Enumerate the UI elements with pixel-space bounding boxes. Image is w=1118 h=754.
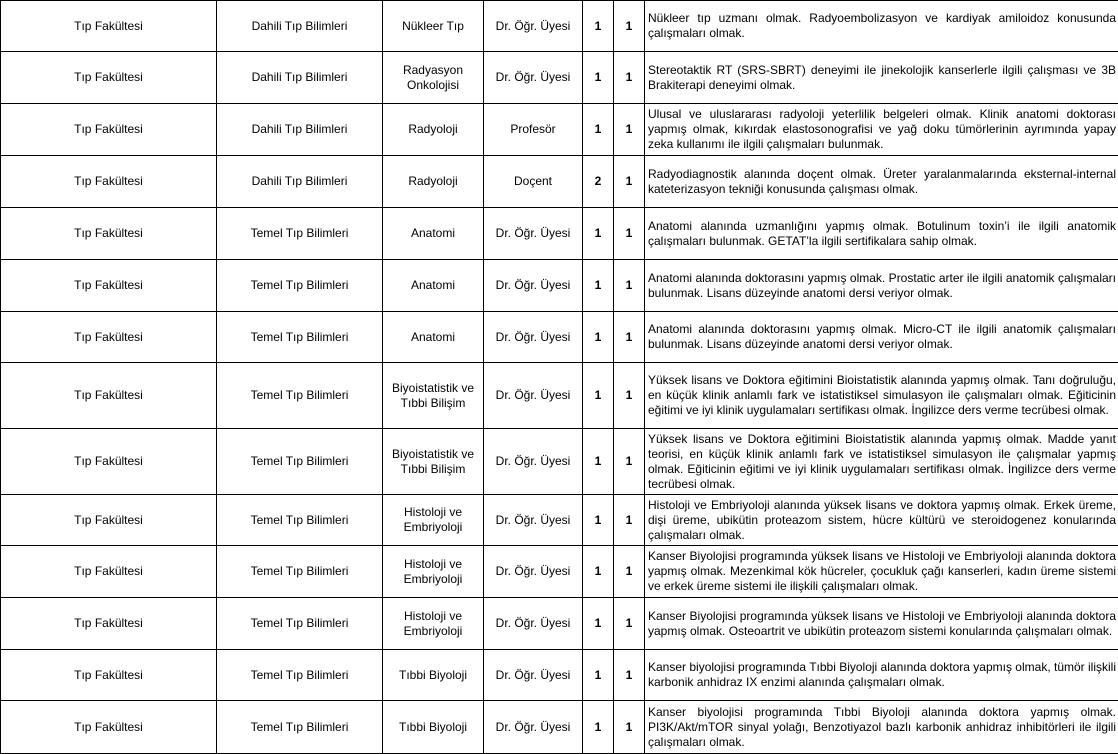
- department-cell: Dahili Tıp Bilimleri: [217, 104, 383, 156]
- faculty-cell: Tıp Fakültesi: [1, 208, 217, 260]
- quota-cell: 1: [614, 546, 645, 598]
- quota-cell: 1: [614, 429, 645, 495]
- title-cell: Dr. Öğr. Üyesi: [484, 701, 583, 754]
- title-cell: Dr. Öğr. Üyesi: [484, 312, 583, 363]
- title-cell: Dr. Öğr. Üyesi: [484, 429, 583, 495]
- title-cell: Dr. Öğr. Üyesi: [484, 52, 583, 104]
- quota-cell: 1: [614, 208, 645, 260]
- count-cell: 1: [583, 208, 614, 260]
- department-cell: Temel Tıp Bilimleri: [217, 312, 383, 363]
- faculty-cell: Tıp Fakültesi: [1, 546, 217, 598]
- requirements-cell: Kanser biyolojisi programında Tıbbi Biyoloji alanında doktora yapmış olmak. PI3K/Akt/mTOR sinyal yolağı, Benzotiyazol bazlı karbonik anhidraz inhibitörleri ile ilgili çalışmaları olmak.: [645, 701, 1118, 754]
- faculty-cell: Tıp Fakültesi: [1, 429, 217, 495]
- department-cell: Temel Tıp Bilimleri: [217, 260, 383, 312]
- count-cell: 1: [583, 429, 614, 495]
- department-cell: Temel Tıp Bilimleri: [217, 598, 383, 650]
- field-cell: Tıbbi Biyoloji: [383, 701, 484, 754]
- title-cell: Dr. Öğr. Üyesi: [484, 650, 583, 701]
- field-cell: Histoloji ve Embriyoloji: [383, 546, 484, 598]
- faculty-cell: Tıp Fakültesi: [1, 495, 217, 546]
- table-row: [1, 312, 1118, 363]
- table-row: [1, 363, 1118, 429]
- quota-cell: 1: [614, 363, 645, 429]
- quota-cell: 1: [614, 1, 645, 52]
- quota-cell: 1: [614, 701, 645, 754]
- requirements-cell: Ulusal ve uluslararası radyoloji yeterlilik belgeleri olmak. Klinik anatomi doktorası yapmış olmak, kıkırdak elastosonografisi ve yağ doku tümörlerinin ayrımında yapay zeka kullanımı ile ilgili çalışmaları bulunmak.: [645, 104, 1118, 156]
- requirements-cell: Histoloji ve Embriyoloji alanında yüksek lisans ve doktora yapmış olmak. Erkek üreme, dişi üreme, ubikütin proteazom sistem, hücre kültürü ve steroidogenez konularında çalışmaları olmak.: [645, 495, 1118, 546]
- requirements-cell: Anatomi alanında doktorasını yapmış olmak. Micro-CT ile ilgili anatomik çalışmaları bulunmak. Lisans düzeyinde anatomi dersi veriyor olmak.: [645, 312, 1118, 363]
- requirements-cell: Kanser Biyolojisi programında yüksek lisans ve Histoloji ve Embriyoloji alanında doktora yapmış olmak. Mezenkimal kök hücreler, çocukluk çağı kanserleri, kadın üreme sistemi ve erkek üreme sistemi ile ilişkili çalışmaları olmak.: [645, 546, 1118, 598]
- table-row: [1, 598, 1118, 650]
- count-cell: 1: [583, 260, 614, 312]
- count-cell: 1: [583, 495, 614, 546]
- field-cell: Anatomi: [383, 312, 484, 363]
- table-row: [1, 156, 1118, 208]
- positions-table-body: [1, 1, 1118, 754]
- faculty-cell: Tıp Fakültesi: [1, 156, 217, 208]
- title-cell: Dr. Öğr. Üyesi: [484, 598, 583, 650]
- quota-cell: 1: [614, 260, 645, 312]
- requirements-cell: Yüksek lisans ve Doktora eğitimini Bioistatistik alanında yapmış olmak. Tanı doğruluğu, en küçük klinik anlamlı fark ve istatistiksel simulasyon ile çalışmaları olmak. Eğiticinin eğitimi ve iyi klinik uygulamaları sertifikası olmak. İngilizce ders verme tecrübesi olmak.: [645, 363, 1118, 429]
- count-cell: 1: [583, 650, 614, 701]
- faculty-cell: Tıp Fakültesi: [1, 598, 217, 650]
- requirements-cell: Anatomi alanında doktorasını yapmış olmak. Prostatic arter ile ilgili anatomik çalışmaları bulunmak. Lisans düzeyinde anatomi dersi veriyor olmak.: [645, 260, 1118, 312]
- faculty-cell: Tıp Fakültesi: [1, 260, 217, 312]
- department-cell: Temel Tıp Bilimleri: [217, 650, 383, 701]
- faculty-cell: Tıp Fakültesi: [1, 650, 217, 701]
- table-row: [1, 429, 1118, 495]
- field-cell: Anatomi: [383, 260, 484, 312]
- title-cell: Dr. Öğr. Üyesi: [484, 1, 583, 52]
- table-row: [1, 701, 1118, 754]
- title-cell: Profesör: [484, 104, 583, 156]
- faculty-cell: Tıp Fakültesi: [1, 363, 217, 429]
- field-cell: Radyoloji: [383, 156, 484, 208]
- department-cell: Dahili Tıp Bilimleri: [217, 1, 383, 52]
- count-cell: 1: [583, 52, 614, 104]
- title-cell: Dr. Öğr. Üyesi: [484, 495, 583, 546]
- faculty-cell: Tıp Fakültesi: [1, 104, 217, 156]
- quota-cell: 1: [614, 598, 645, 650]
- department-cell: Temel Tıp Bilimleri: [217, 495, 383, 546]
- field-cell: Nükleer Tıp: [383, 1, 484, 52]
- faculty-cell: Tıp Fakültesi: [1, 1, 217, 52]
- department-cell: Dahili Tıp Bilimleri: [217, 156, 383, 208]
- requirements-cell: Stereotaktik RT (SRS-SBRT) deneyimi ile jinekolojik kanserlerle ilgili çalışması ve 3B Brakiterapi deneyimi olmak.: [645, 52, 1118, 104]
- table-row: [1, 495, 1118, 546]
- field-cell: Histoloji ve Embriyoloji: [383, 495, 484, 546]
- field-cell: Tıbbi Biyoloji: [383, 650, 484, 701]
- requirements-cell: Yüksek lisans ve Doktora eğitimini Bioistatistik alanında yapmış olmak. Madde yanıt teorisi, en küçük klinik anlamlı fark ve istatistiksel simulasyon ile çalışmalar yapmış olmak. Eğiticinin eğitimi ve iyi klinik uygulamaları sertifikası olmak. İngilizce ders verme tecrübesi olmak.: [645, 429, 1118, 495]
- quota-cell: 1: [614, 104, 645, 156]
- department-cell: Temel Tıp Bilimleri: [217, 429, 383, 495]
- table-row: [1, 208, 1118, 260]
- table-row: [1, 52, 1118, 104]
- requirements-cell: Radyodiagnostik alanında doçent olmak. Üreter yaralanmalarında eksternal-internal kateterizasyon tekniği konusunda çalışması olmak.: [645, 156, 1118, 208]
- table-row: [1, 650, 1118, 701]
- field-cell: Biyoistatistik ve Tıbbi Bilişim: [383, 429, 484, 495]
- field-cell: Radyoloji: [383, 104, 484, 156]
- count-cell: 1: [583, 363, 614, 429]
- department-cell: Temel Tıp Bilimleri: [217, 701, 383, 754]
- quota-cell: 1: [614, 495, 645, 546]
- quota-cell: 1: [614, 52, 645, 104]
- requirements-cell: Kanser Biyolojisi programında yüksek lisans ve Histoloji ve Embriyoloji alanında doktora yapmış olmak. Osteoartrit ve ubikütin proteazom sistemi konularında çalışmaları olmak.: [645, 598, 1118, 650]
- title-cell: Dr. Öğr. Üyesi: [484, 208, 583, 260]
- field-cell: Biyoistatistik ve Tıbbi Bilişim: [383, 363, 484, 429]
- field-cell: Radyasyon Onkolojisi: [383, 52, 484, 104]
- quota-cell: 1: [614, 156, 645, 208]
- count-cell: 1: [583, 1, 614, 52]
- department-cell: Temel Tıp Bilimleri: [217, 208, 383, 260]
- table-row: [1, 1, 1118, 52]
- count-cell: 1: [583, 701, 614, 754]
- faculty-cell: Tıp Fakültesi: [1, 312, 217, 363]
- count-cell: 1: [583, 598, 614, 650]
- field-cell: Anatomi: [383, 208, 484, 260]
- table-row: [1, 260, 1118, 312]
- count-cell: 1: [583, 104, 614, 156]
- department-cell: Temel Tıp Bilimleri: [217, 363, 383, 429]
- count-cell: 1: [583, 312, 614, 363]
- count-cell: 1: [583, 546, 614, 598]
- faculty-cell: Tıp Fakültesi: [1, 52, 217, 104]
- count-cell: 2: [583, 156, 614, 208]
- title-cell: Dr. Öğr. Üyesi: [484, 546, 583, 598]
- department-cell: Temel Tıp Bilimleri: [217, 546, 383, 598]
- title-cell: Doçent: [484, 156, 583, 208]
- table-row: [1, 546, 1118, 598]
- table-row: [1, 104, 1118, 156]
- quota-cell: 1: [614, 650, 645, 701]
- title-cell: Dr. Öğr. Üyesi: [484, 363, 583, 429]
- faculty-cell: Tıp Fakültesi: [1, 701, 217, 754]
- requirements-cell: Nükleer tıp uzmanı olmak. Radyoembolizasyon ve kardiyak amiloidoz konusunda çalışmaları olmak.: [645, 1, 1118, 52]
- quota-cell: 1: [614, 312, 645, 363]
- title-cell: Dr. Öğr. Üyesi: [484, 260, 583, 312]
- requirements-cell: Kanser biyolojisi programında Tıbbi Biyoloji alanında doktora yapmış olmak, tümör ilişkili karbonik anhidraz IX enzimi alanında çalışmaları olmak.: [645, 650, 1118, 701]
- field-cell: Histoloji ve Embriyoloji: [383, 598, 484, 650]
- requirements-cell: Anatomi alanında uzmanlığını yapmış olmak. Botulinum toxin’i ile ilgili anatomik çalışmaları bulunmak. GETAT’la ilgili sertifikalara sahip olmak.: [645, 208, 1118, 260]
- department-cell: Dahili Tıp Bilimleri: [217, 52, 383, 104]
